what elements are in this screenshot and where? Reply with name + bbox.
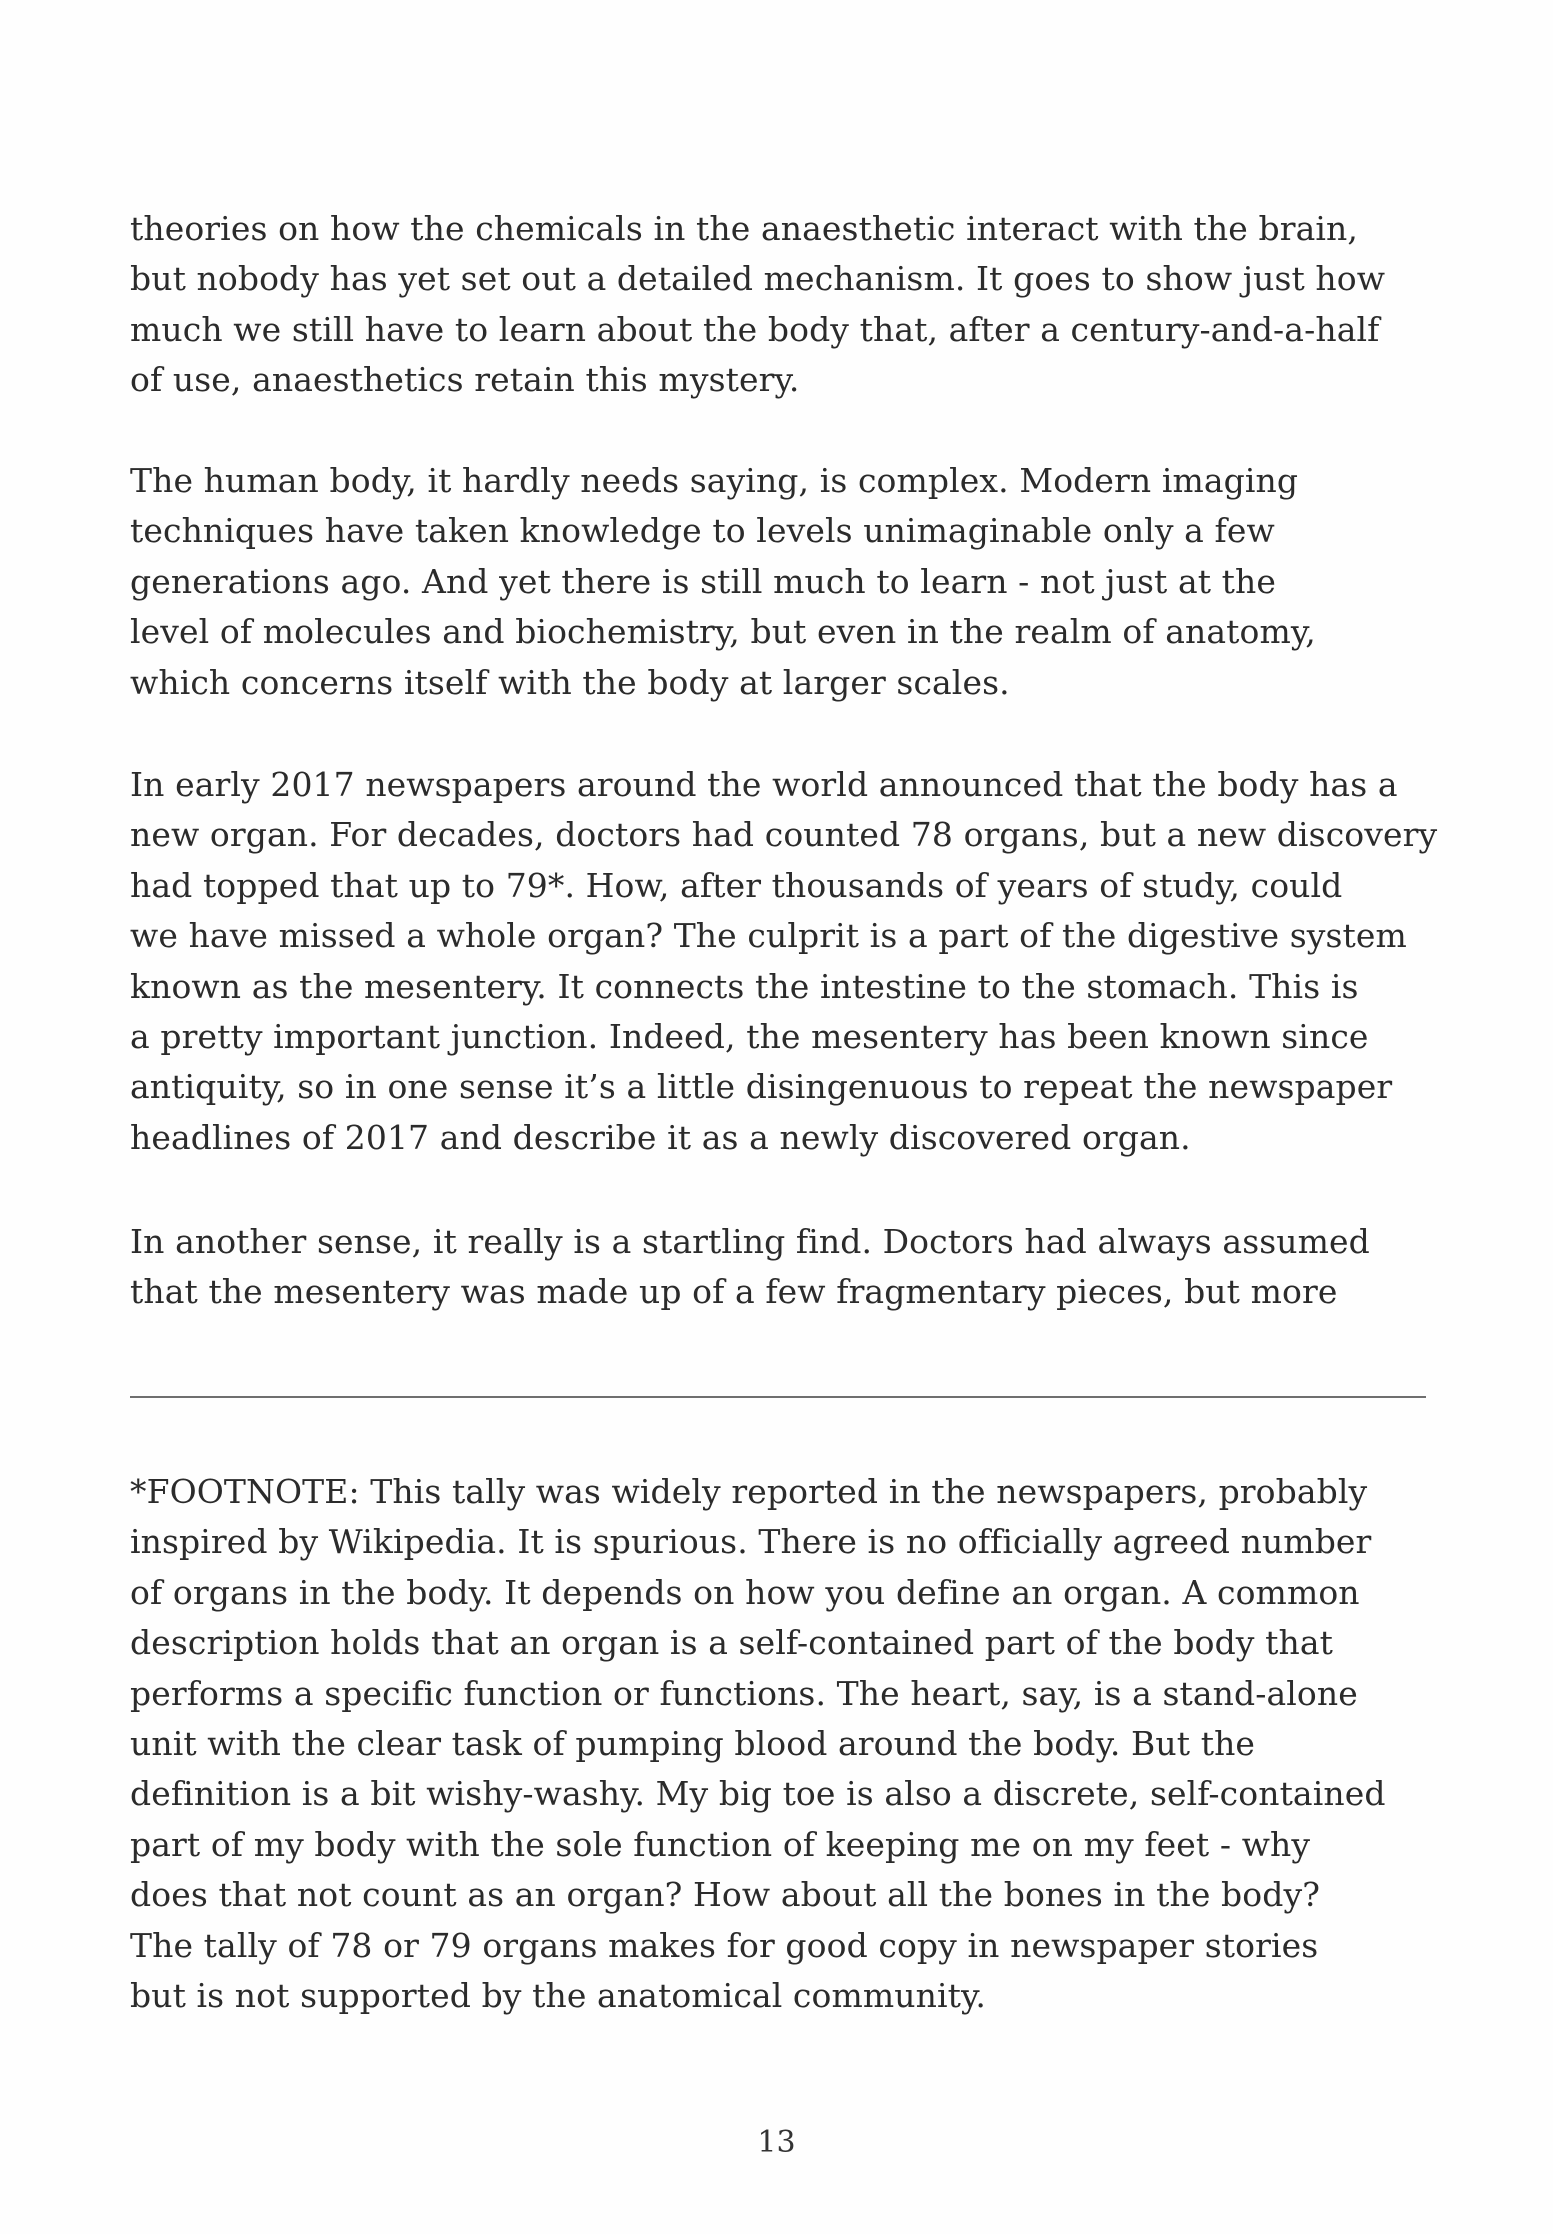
footnote-line: definition is a bit wishy-washy. My big toe is also a discrete, self-contained — [130, 1774, 1386, 1814]
footnote-line: part of my body with the sole function of keeping me on my feet - why — [130, 1824, 1311, 1864]
text-line: had topped that up to 79*. How, after thousands of years of study, could — [130, 865, 1343, 905]
text-line: In another sense, it really is a startling find. Doctors had always assumed — [130, 1222, 1370, 1261]
text-line: headlines of 2017 and describe it as a newly discovered organ. — [130, 1117, 1191, 1157]
text-line: theories on how the chemicals in the anaesthetic interact with the brain, — [130, 209, 1358, 248]
footnote-line: unit with the clear task of pumping blood around the body. But the — [130, 1724, 1256, 1764]
text-line: but nobody has yet set out a detailed mechanism. It goes to show just how — [130, 259, 1386, 299]
text-line: level of molecules and biochemistry, but even in the realm of anatomy, — [130, 612, 1316, 652]
footnote-divider — [130, 1396, 1426, 1398]
paragraph-2 — [130, 456, 1450, 708]
footnote-line: performs a specific function or functions. The heart, say, is a stand-alone — [130, 1673, 1358, 1713]
text-line: we have missed a whole organ? The culprit is a part of the digestive system — [130, 916, 1407, 956]
paragraph-4 — [130, 1217, 1450, 1318]
text-line: The human body, it hardly needs saying, is complex. Modern imaging — [130, 461, 1299, 500]
text-line: new organ. For decades, doctors had counted 78 organs, but a new discovery — [130, 815, 1438, 855]
footnote-line: inspired by Wikipedia. It is spurious. There is no officially agreed number — [130, 1522, 1372, 1562]
text-line: In early 2017 newspapers around the world announced that the body has a — [130, 765, 1398, 804]
text-line: a pretty important junction. Indeed, the mesentery has been known since — [130, 1017, 1369, 1057]
paragraph-1 — [130, 204, 1450, 406]
text-line: generations ago. And yet there is still much to learn - not just at the — [130, 561, 1277, 601]
text-line: that the mesentery was made up of a few fragmentary pieces, but more — [130, 1272, 1338, 1312]
text-line: known as the mesentery. It connects the intestine to the stomach. This is — [130, 966, 1359, 1006]
footnote-line: *FOOTNOTE: This tally was widely reported in the newspapers, probably — [130, 1472, 1368, 1511]
footnote-line: but is not supported by the anatomical community. — [130, 1976, 986, 2016]
footnote — [130, 1467, 1450, 2021]
text-line: much we still have to learn about the body that, after a century-and-a-half — [130, 309, 1380, 349]
footnote-line: description holds that an organ is a self-contained part of the body that — [130, 1623, 1333, 1663]
footnote-line: does that not count as an organ? How about all the bones in the body? — [130, 1875, 1321, 1915]
paragraph-3 — [130, 760, 1450, 1163]
text-line: which concerns itself with the body at larger scales. — [130, 662, 1010, 702]
footnote-line: The tally of 78 or 79 organs makes for good copy in newspaper stories — [130, 1925, 1319, 1965]
page-number: 13 — [757, 2125, 796, 2160]
text-line: of use, anaesthetics retain this mystery. — [130, 360, 800, 400]
footnote-line: of organs in the body. It depends on how you define an organ. A common — [130, 1572, 1360, 1612]
text-line: antiquity, so in one sense it’s a little disingenuous to repeat the newspaper — [130, 1067, 1393, 1107]
text-line: techniques have taken knowledge to levels unimaginable only a few — [130, 511, 1275, 551]
